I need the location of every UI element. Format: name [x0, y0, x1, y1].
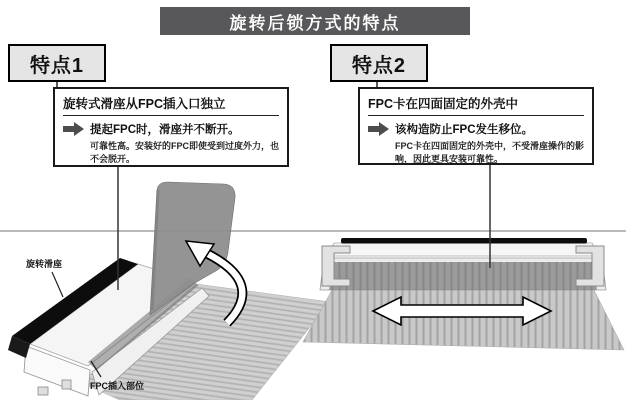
feature-box-2	[358, 87, 594, 165]
feature-1-point: 提起FPC时，滑座并不断开。	[90, 124, 240, 136]
connector-foot	[38, 387, 48, 395]
feature-tag-2: 特点2	[330, 44, 428, 82]
feature-2-point-row	[368, 121, 584, 137]
page-title: 旋转后锁方式的特点	[160, 7, 470, 35]
feature-tag-1: 特点1	[8, 44, 106, 82]
feature-1-point-row	[63, 121, 279, 137]
feature-2-heading: FPC卡在四面固定的外壳中	[368, 97, 519, 111]
left-connector-illustration	[8, 182, 330, 400]
feature-1-heading: 旋转式滑座从FPC插入口独立	[63, 97, 226, 111]
feature-1-detail: 可靠性高。安装好的FPC即使受到过度外力，也不会脱开。	[90, 141, 280, 164]
feature-box-1	[53, 87, 289, 167]
feature-1-divider	[63, 115, 279, 116]
feature-2-point: 该构造防止FPC发生移位。	[395, 124, 533, 136]
right-arrow-bullet-icon	[368, 122, 389, 136]
connector-foot	[62, 380, 71, 389]
housing-top-face	[326, 243, 600, 256]
housing-lock-bar	[341, 238, 587, 244]
feature-2-detail: FPC卡在四面固定的外壳中，不受滑座操作的影响，因此更具安装可靠性。	[395, 141, 585, 164]
right-connector-illustration	[303, 238, 624, 350]
label-fpc-insertion: FPC插入部位	[90, 381, 145, 391]
feature-2-divider	[368, 115, 584, 116]
fpc-ribbon	[303, 290, 624, 350]
right-arrow-bullet-icon	[63, 122, 84, 136]
slider-label-leader	[52, 272, 63, 297]
label-rotary-slider: 旋转滑座	[26, 259, 63, 269]
fpc-under-housing	[329, 262, 597, 290]
